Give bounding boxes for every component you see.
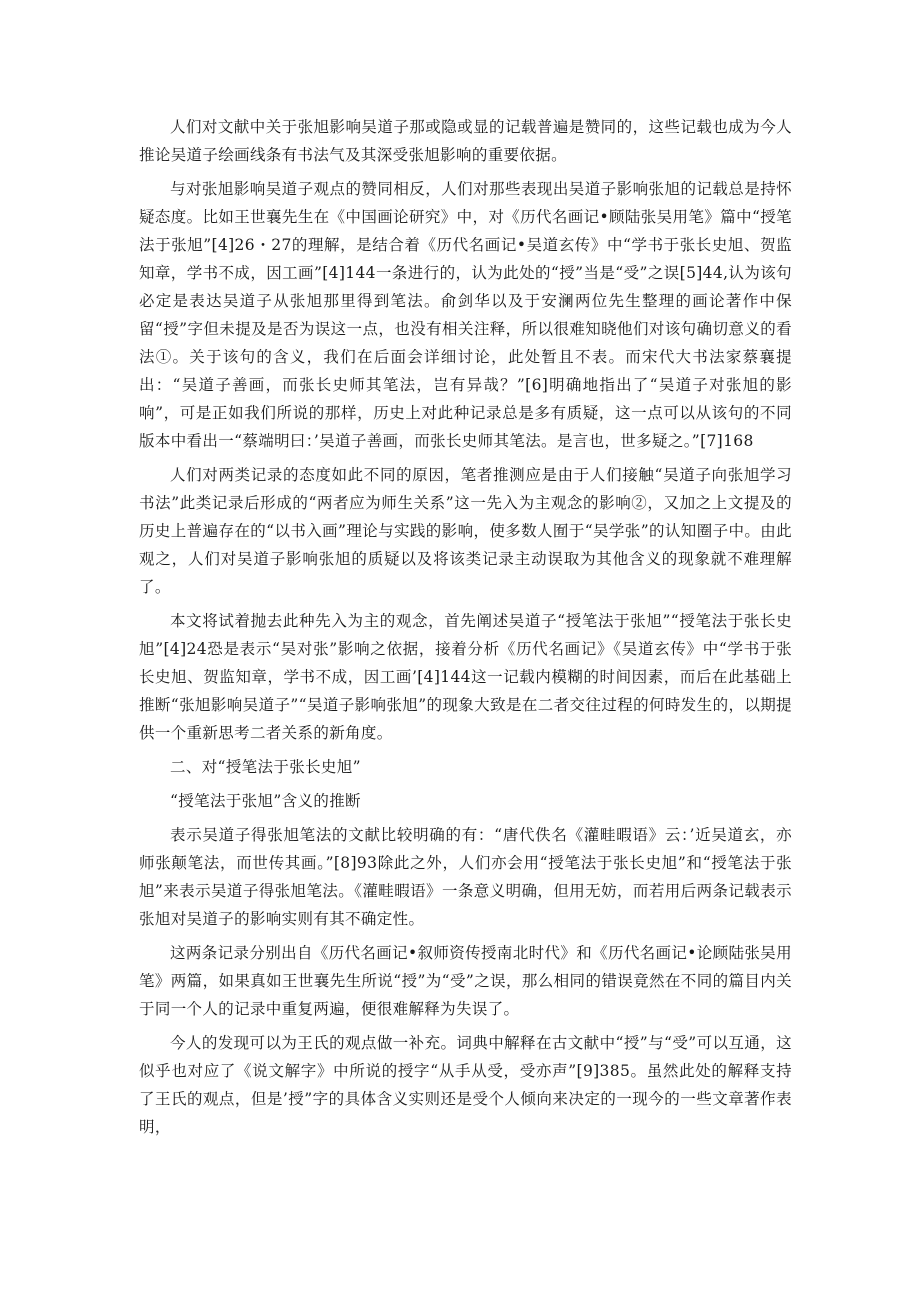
paragraph: 与对张旭影响吴道子观点的赞同相反，人们对那些表现出吴道子影响张旭的记载总是持怀疑态度。比如王世襄先生在《中国画论研究》中，对《历代名画记•顾陆张吴用笔》篇中“授笔法于张旭”[4]26・27的理解，是结合着《历代名画记•吴道玄传》中“学书于张长史旭、贺监知章，学书不成，因工画”[4]144一条进行的，认为此处的“授”当是“受”之误[5]44,认为该句必定是表达吴道子从张旭那里得到笔法。俞剑华以及于安澜两位先生整理的画论著作中保留“授”字但未提及是否为误这一点，也没有相关注释，所以很难知晓他们对该句确切意义的看法①。关于该句的含义，我们在后面会详细讨论，此处暂且不表。而宋代大书法家蔡襄提出：“吴道子善画，而张长史师其笔法，岂有异哉？”[6]明确地指出了“吴道子对张旭的影响”，可是正如我们所说的那样，历史上对此种记录总是多有质疑，这一点可以从该句的不同版本中看出一“蔡端明曰：’吴道子善画，而张长史师其笔法。是言也，世多疑之。”[7]168: [139, 180, 792, 450]
paragraph: 本文将试着抛去此种先入为主的观念，首先阐述吴道子“授笔法于张旭”“授笔法于张长史旭”[4]24恐是表示“吴对张”影响之依据，接着分析《历代名画记》《吴道玄传》中“学书于张长史旭、贺监知章，学书不成，因工画’[4]144这一记载内模糊的时间因素，而后在此基础上推断“张旭影响吴道子”“吴道子影响张旭”的现象大致是在二者交往过程的何時发生的，以期提供一个重新思考二者关系的新角度。: [139, 612, 792, 742]
paragraph: 这两条记录分别出自《历代名画记•叙师资传授南北时代》和《历代名画记•论顾陆张吴用笔》两篇，如果真如王世襄先生所说“授”为“受”之误，那么相同的错误竟然在不同的篇目内关于同一个人的记录中重复两遍，便很难解释为失误了。: [139, 944, 792, 1018]
paragraph: 表示吴道子得张旭笔法的文献比较明确的有：“唐代佚名《灌畦暇语》云：’近吴道玄，亦师张颠笔法，而世传其画。”[8]93除此之外，人们亦会用“授笔法于张长史旭”和“授笔法于张旭”来表示吴道子得张旭笔法。《灌畦暇语》一条意义明确，但用无妨，而若用后两条记载表示张旭对吴道子的影响实则有其不确定性。: [139, 826, 792, 928]
document-body: [139, 113, 792, 1147]
section-heading: 二、对“授笔法于张长史旭”: [170, 758, 361, 776]
paragraph: 人们对两类记录的态度如此不同的原因，笔者推测应是由于人们接触“吴道子向张旭学习书法”此类记录后形成的“两者应为师生关系”这一先入为主观念的影响②，又加之上文提及的历史上普遍存在的“以书入画”理论与实践的影响，使多数人囿于“吴学张”的认知圈子中。由此观之，人们对吴道子影响张旭的质疑以及将该类记录主动误取为其他含义的现象就不难理解了。: [139, 466, 792, 596]
paragraph: 人们对文献中关于张旭影响吴道子那或隐或显的记载普遍是赞同的，这些记载也成为今人推论吴道子绘画线条有书法气及其深受张旭影响的重要依据。: [139, 118, 792, 164]
paragraph: 今人的发现可以为王氏的观点做一补充。词典中解释在古文献中“授”与“受”可以互通，这似乎也对应了《说文解字》中所说的授字“从手从受，受亦声”[9]385。虽然此处的解释支持了王氏的观点，但是’授”字的具体含义实则还是受个人倾向来决定的一现今的一些文章著作表明，: [139, 1034, 792, 1136]
sub-heading: “授笔法于张旭”含义的推断: [170, 792, 361, 810]
